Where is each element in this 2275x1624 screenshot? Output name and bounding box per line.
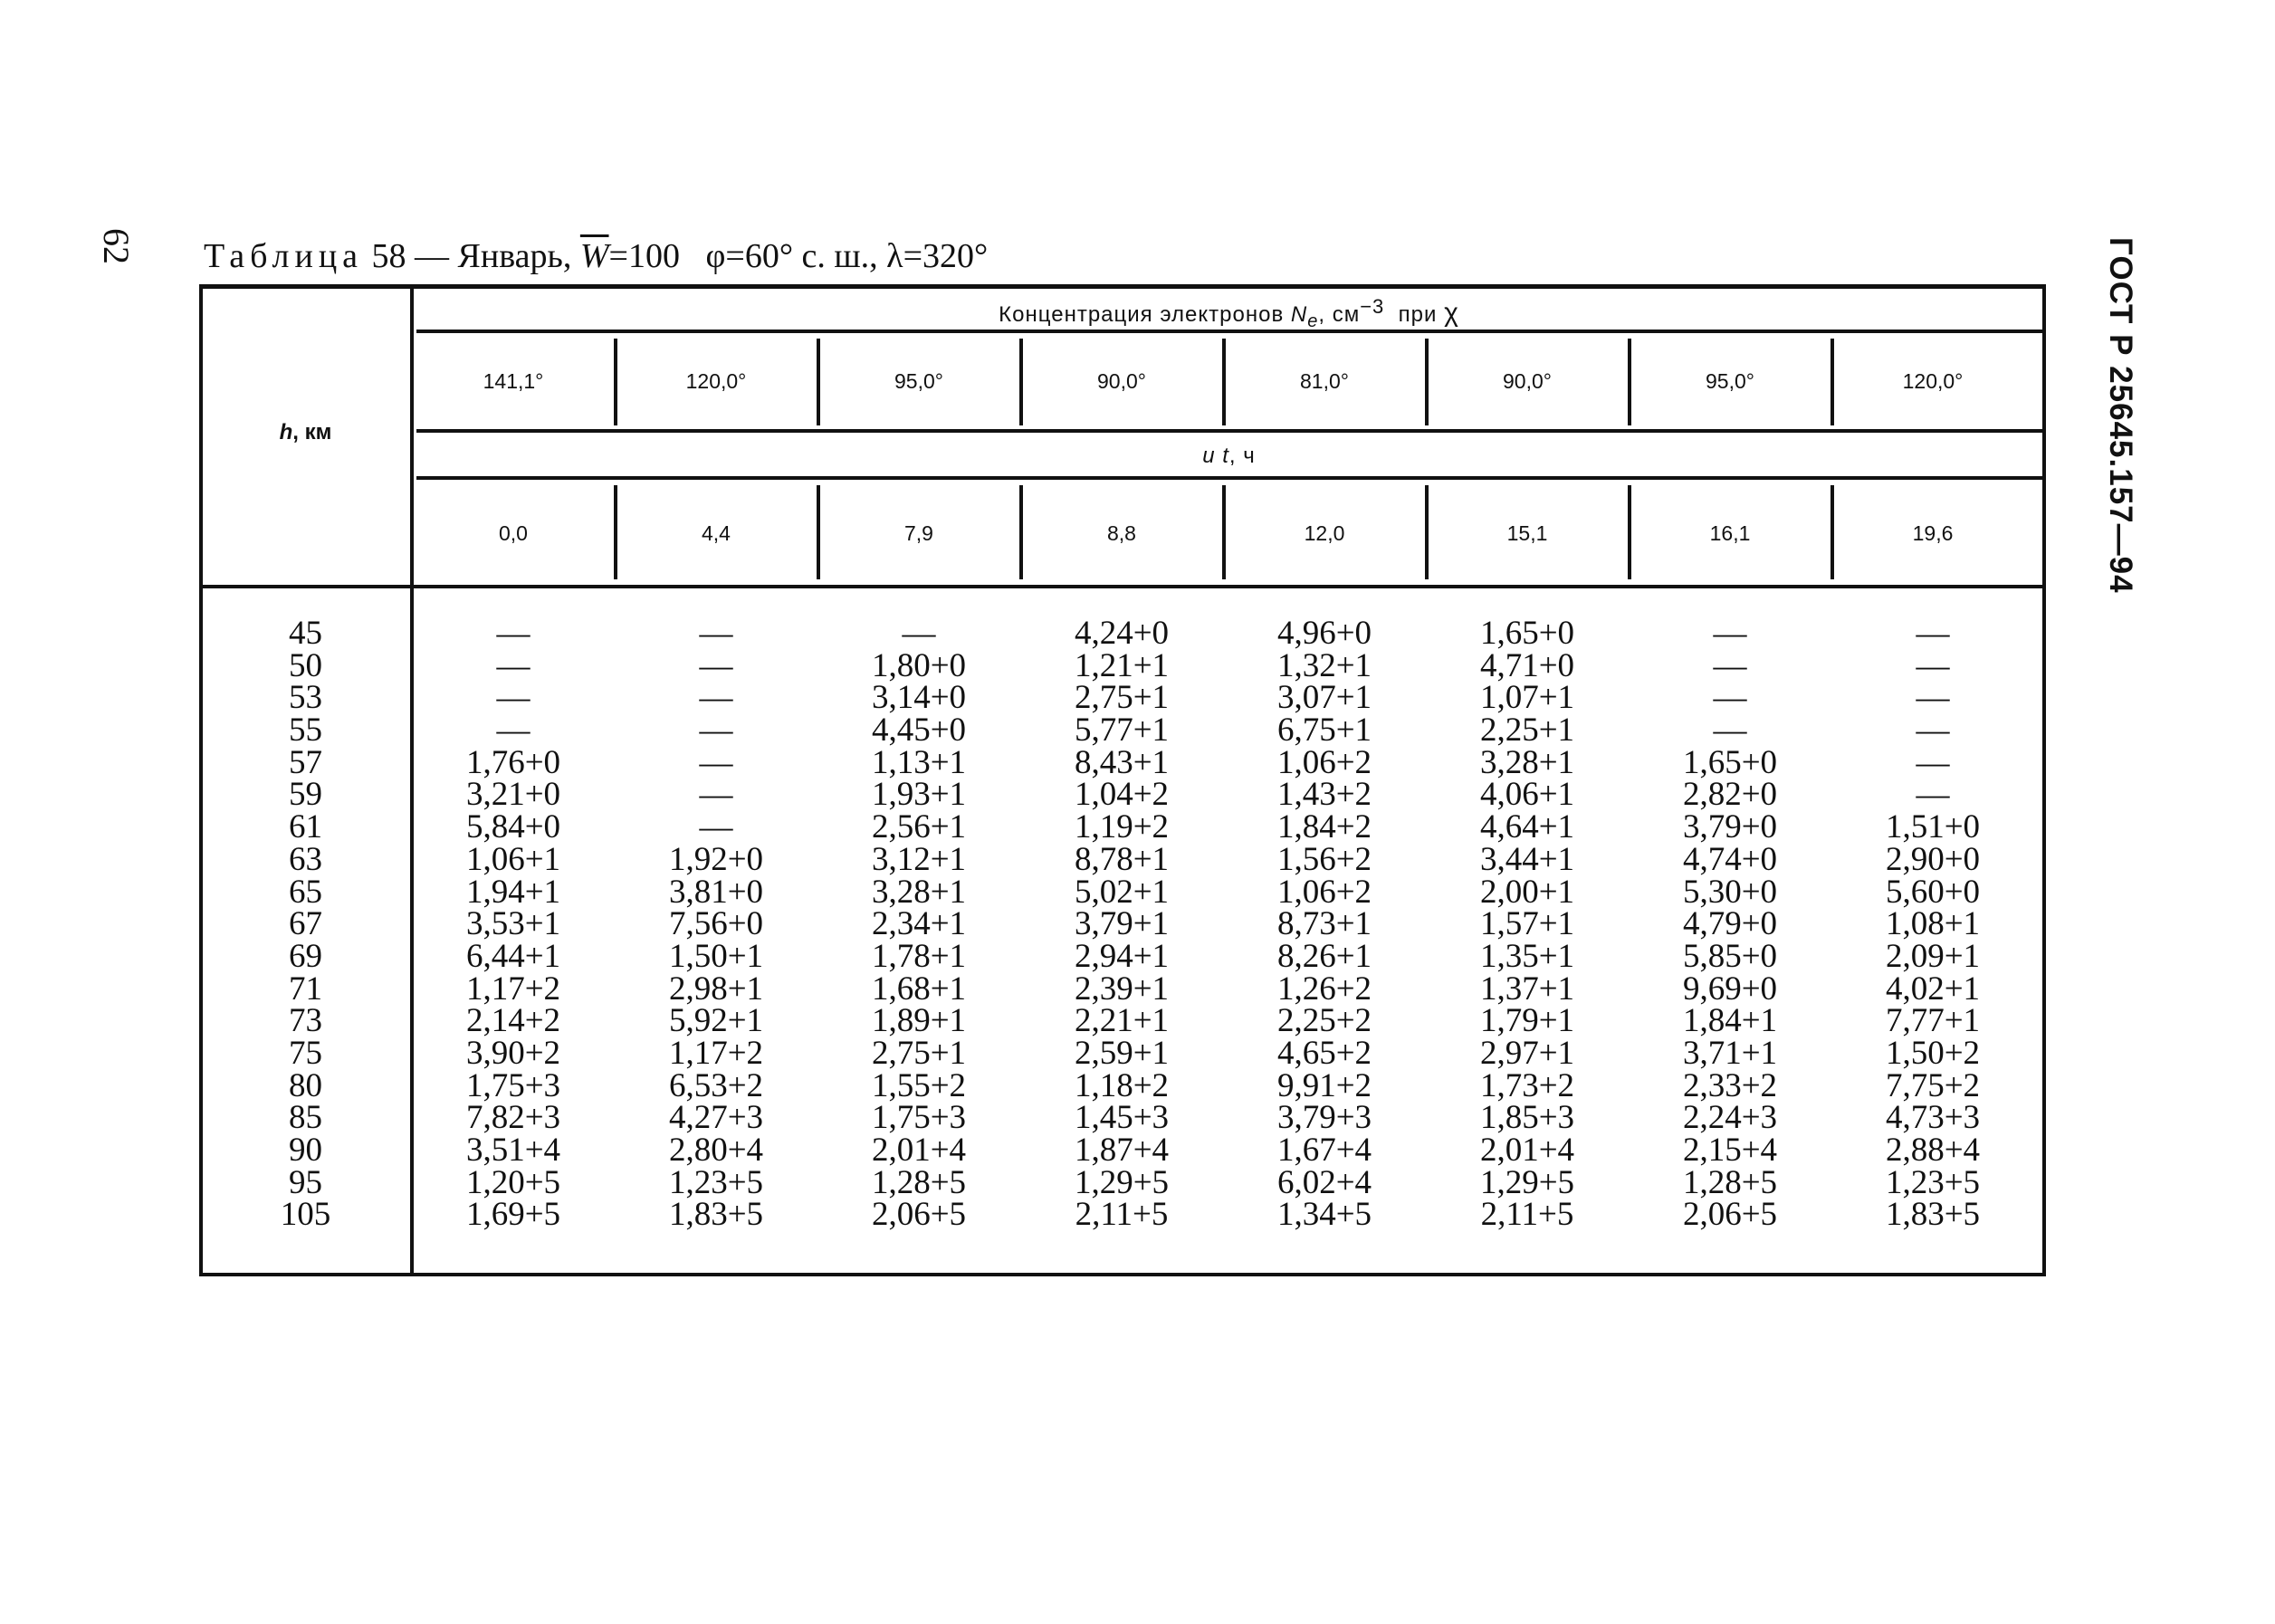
concentration-value: 1,23+5 [1885, 1163, 1981, 1201]
caption-lambda: λ=320° [886, 237, 989, 275]
table-bottom-rule [199, 1273, 2046, 1276]
concentration-value: 5,60+0 [1885, 873, 1981, 911]
rule-below-chi [416, 429, 2046, 433]
concentration-value: 1,92+0 [668, 840, 764, 878]
concentration-value: 2,25+1 [1479, 712, 1575, 750]
concentration-value: 2,06+5 [871, 1196, 967, 1234]
concentration-value: — [699, 646, 733, 684]
concentration-value: 1,83+5 [668, 1196, 764, 1234]
concentration-value: — [1713, 679, 1747, 717]
concentration-value: 1,65+0 [1479, 615, 1575, 652]
concentration-value: 1,75+3 [871, 1099, 967, 1137]
t-value: 15,1 [1506, 521, 1548, 545]
concentration-value: 1,37+1 [1479, 970, 1575, 1008]
caption-number: 58 [371, 237, 406, 275]
concentration-value: 2,14+2 [465, 1002, 561, 1040]
chi-value: 81,0° [1300, 369, 1349, 393]
concentration-value: — [496, 712, 531, 750]
concentration-value: 7,75+2 [1885, 1066, 1981, 1104]
concentration-value: — [496, 646, 531, 684]
concentration-column [412, 615, 615, 1234]
concentration-column [1020, 615, 1223, 1234]
concentration-value: 4,64+1 [1479, 808, 1575, 846]
concentration-value: 1,35+1 [1479, 937, 1575, 975]
concentration-value: 2,15+4 [1682, 1132, 1778, 1169]
concentration-value: 2,80+4 [668, 1132, 764, 1169]
height-value: 95 [289, 1163, 322, 1201]
concentration-column [615, 615, 817, 1234]
concentration-value: 1,13+1 [871, 743, 967, 781]
t-value: 12,0 [1304, 521, 1345, 545]
height-values-column [199, 615, 412, 1234]
caption-month: Январь, [457, 237, 572, 275]
concentration-value: 2,56+1 [871, 808, 967, 846]
concentration-value: 1,29+5 [1479, 1163, 1575, 1201]
concentration-value: 1,04+2 [1074, 776, 1170, 814]
caption-phi: φ=60° с. ш., [705, 237, 878, 275]
concentration-value: 5,92+1 [668, 1002, 764, 1040]
ne-subscript: e [1307, 310, 1319, 331]
concentration-value: — [699, 743, 733, 781]
concentration-value: 3,79+1 [1074, 905, 1170, 943]
concentration-value: 4,79+0 [1682, 905, 1778, 943]
height-value: 61 [289, 808, 322, 846]
concentration-value: 2,88+4 [1885, 1132, 1981, 1169]
concentration-value: 3,14+0 [871, 679, 967, 717]
concentration-value: 4,74+0 [1682, 840, 1778, 878]
document-code: ГОСТ Р 25645.157—94 [2103, 237, 2138, 594]
height-value: 45 [289, 615, 322, 652]
concentration-value: 7,82+3 [465, 1099, 561, 1137]
concentration-value: 1,84+1 [1682, 1002, 1778, 1040]
caption-w-symbol: $\overline{W}$ [579, 237, 609, 275]
concentration-header [412, 295, 2046, 332]
concentration-value: 1,57+1 [1479, 905, 1575, 943]
concentration-value: 2,33+2 [1682, 1066, 1778, 1104]
concentration-value: 3,28+1 [871, 873, 967, 911]
concentration-value: 1,87+4 [1074, 1132, 1170, 1169]
t-value: 8,8 [1107, 521, 1136, 545]
concentration-value: 2,39+1 [1074, 970, 1170, 1008]
height-value: 53 [289, 679, 322, 717]
time-symbol: t [1222, 444, 1229, 468]
concentration-value: 1,50+1 [668, 937, 764, 975]
concentration-value: 6,53+2 [668, 1066, 764, 1104]
concentration-value: 1,84+2 [1276, 808, 1372, 846]
concentration-value: 4,02+1 [1885, 970, 1981, 1008]
height-value: 80 [289, 1066, 322, 1104]
concentration-value: 4,45+0 [871, 712, 967, 750]
concentration-value: 2,00+1 [1479, 873, 1575, 911]
concentration-value: 1,18+2 [1074, 1066, 1170, 1104]
caption-prefix: Таблица [204, 237, 364, 275]
concentration-value: — [496, 679, 531, 717]
concentration-value: 5,02+1 [1074, 873, 1170, 911]
concentration-value: 2,97+1 [1479, 1034, 1575, 1072]
concentration-value: 3,81+0 [668, 873, 764, 911]
height-value: 65 [289, 873, 322, 911]
caption-w-value: =100 [608, 237, 680, 275]
t-value: 7,9 [904, 521, 933, 545]
height-value: 90 [289, 1132, 322, 1169]
concentration-value: — [699, 712, 733, 750]
concentration-value: 1,06+1 [465, 840, 561, 878]
concentration-value: 2,90+0 [1885, 840, 1981, 878]
concentration-column [817, 615, 1020, 1234]
concentration-value: 8,78+1 [1074, 840, 1170, 878]
caption-dash: — [415, 237, 450, 275]
chi-symbol: χ [1444, 298, 1459, 328]
data-table [199, 284, 2046, 1276]
concentration-value: 3,21+0 [465, 776, 561, 814]
concentration-value: 1,28+5 [1682, 1163, 1778, 1201]
concentration-value: 1,06+2 [1276, 743, 1372, 781]
concentration-value: 2,06+5 [1682, 1196, 1778, 1234]
height-value: 75 [289, 1034, 322, 1072]
t-value: 16,1 [1709, 521, 1751, 545]
concentration-value: 1,73+2 [1479, 1066, 1575, 1104]
concentration-value: — [1916, 615, 1950, 652]
concentration-value: 1,43+2 [1276, 776, 1372, 814]
concentration-value: 2,11+5 [1075, 1196, 1169, 1234]
concentration-value: 3,51+4 [465, 1132, 561, 1169]
concentration-value: 5,85+0 [1682, 937, 1778, 975]
chi-value: 141,1° [483, 369, 544, 393]
concentration-value: — [699, 776, 733, 814]
concentration-column [1426, 615, 1629, 1234]
concentration-value: 2,59+1 [1074, 1034, 1170, 1072]
height-value: 55 [289, 712, 322, 750]
height-value: 105 [280, 1196, 331, 1234]
chi-value: 120,0° [685, 369, 747, 393]
concentration-value: 1,68+1 [871, 970, 967, 1008]
concentration-value: — [1916, 776, 1950, 814]
concentration-value: 1,23+5 [668, 1163, 764, 1201]
time-prefix: и [1202, 444, 1216, 468]
concentration-value: 2,75+1 [1074, 679, 1170, 717]
t-value: 19,6 [1912, 521, 1954, 545]
concentration-column [1223, 615, 1426, 1234]
concentration-value: 3,79+0 [1682, 808, 1778, 846]
concentration-value: 2,25+2 [1276, 1002, 1372, 1040]
concentration-value: 1,93+1 [871, 776, 967, 814]
concentration-value: 3,79+3 [1276, 1099, 1372, 1137]
concentration-value: — [1916, 712, 1950, 750]
concentration-value: 2,21+1 [1074, 1002, 1170, 1040]
height-unit: , км [292, 420, 332, 444]
concentration-value: 4,71+0 [1479, 646, 1575, 684]
concentration-value: 4,96+0 [1276, 615, 1372, 652]
concentration-value: 5,77+1 [1074, 712, 1170, 750]
concentration-value: 6,44+1 [465, 937, 561, 975]
height-value: 73 [289, 1002, 322, 1040]
page-number: 62 [96, 228, 137, 264]
concentration-value: 1,32+1 [1276, 646, 1372, 684]
concentration-value: — [902, 615, 936, 652]
unit-label: , см [1318, 302, 1361, 327]
chi-value: 95,0° [894, 369, 943, 393]
concentration-value: 1,89+1 [871, 1002, 967, 1040]
concentration-value: 2,09+1 [1885, 937, 1981, 975]
concentration-value: — [699, 679, 733, 717]
concentration-value: 8,26+1 [1276, 937, 1372, 975]
chi-value: 120,0° [1902, 369, 1964, 393]
concentration-value: 1,08+1 [1885, 905, 1981, 943]
concentration-value: 3,44+1 [1479, 840, 1575, 878]
t-value: 4,4 [702, 521, 731, 545]
concentration-value: 3,71+1 [1682, 1034, 1778, 1072]
concentration-value: 3,53+1 [465, 905, 561, 943]
concentration-value: 1,17+2 [465, 970, 561, 1008]
concentration-value: 2,11+5 [1480, 1196, 1574, 1234]
concentration-value: 8,43+1 [1074, 743, 1170, 781]
concentration-value: — [699, 808, 733, 846]
concentration-value: — [1713, 712, 1747, 750]
concentration-value: 3,12+1 [871, 840, 967, 878]
concentration-value: — [1713, 646, 1747, 684]
time-header [412, 444, 2046, 469]
concentration-value: 1,17+2 [668, 1034, 764, 1072]
concentration-value: 2,75+1 [871, 1034, 967, 1072]
concentration-value: 1,79+1 [1479, 1002, 1575, 1040]
concentration-value: 6,02+4 [1276, 1163, 1372, 1201]
concentration-value: 1,85+3 [1479, 1099, 1575, 1137]
height-column-header [199, 420, 412, 445]
ne-symbol: N [1290, 302, 1308, 327]
concentration-value: 1,75+3 [465, 1066, 561, 1104]
concentration-value: 1,21+1 [1074, 646, 1170, 684]
concentration-value: 6,75+1 [1276, 712, 1372, 750]
chi-value: 95,0° [1706, 369, 1754, 393]
concentration-value: 5,30+0 [1682, 873, 1778, 911]
concentration-value: 2,01+4 [1479, 1132, 1575, 1169]
concentration-value: 8,73+1 [1276, 905, 1372, 943]
concentration-value: 2,94+1 [1074, 937, 1170, 975]
height-value: 69 [289, 937, 322, 975]
concentration-label: Концентрация электронов [999, 302, 1285, 327]
table-caption [204, 234, 988, 279]
concentration-value: 1,65+0 [1682, 743, 1778, 781]
concentration-value: 9,69+0 [1682, 970, 1778, 1008]
concentration-value: — [1916, 743, 1950, 781]
concentration-value: — [699, 615, 733, 652]
concentration-value: 2,01+4 [871, 1132, 967, 1169]
height-value: 50 [289, 646, 322, 684]
concentration-value: — [1916, 679, 1950, 717]
concentration-value: 1,56+2 [1276, 840, 1372, 878]
concentration-value: 2,98+1 [668, 970, 764, 1008]
height-value: 63 [289, 840, 322, 878]
table-header-rule [199, 585, 2046, 588]
height-symbol: h [279, 420, 293, 444]
concentration-value: 2,82+0 [1682, 776, 1778, 814]
concentration-value: 3,28+1 [1479, 743, 1575, 781]
concentration-value: 1,26+2 [1276, 970, 1372, 1008]
chi-value: 90,0° [1097, 369, 1146, 393]
concentration-value: 1,94+1 [465, 873, 561, 911]
concentration-value: 1,34+5 [1276, 1196, 1372, 1234]
concentration-value: 1,29+5 [1074, 1163, 1170, 1201]
height-value: 71 [289, 970, 322, 1008]
rule-below-time-label [416, 476, 2046, 480]
concentration-value: 4,06+1 [1479, 776, 1575, 814]
concentration-value: 1,67+4 [1276, 1132, 1372, 1169]
concentration-value: 1,80+0 [871, 646, 967, 684]
concentration-column [1629, 615, 1831, 1234]
table-right-rule [2042, 284, 2046, 1276]
height-value: 57 [289, 743, 322, 781]
concentration-value: 1,50+2 [1885, 1034, 1981, 1072]
concentration-value: 1,28+5 [871, 1163, 967, 1201]
concentration-value: 1,20+5 [465, 1163, 561, 1201]
time-unit: , ч [1228, 444, 1256, 468]
concentration-value: 5,84+0 [465, 808, 561, 846]
height-value: 85 [289, 1099, 322, 1137]
concentration-value: 1,45+3 [1074, 1099, 1170, 1137]
concentration-value: 4,73+3 [1885, 1099, 1981, 1137]
concentration-value: — [1916, 646, 1950, 684]
concentration-value: 3,07+1 [1276, 679, 1372, 717]
concentration-value: 2,34+1 [871, 905, 967, 943]
concentration-value: 3,90+2 [465, 1034, 561, 1072]
concentration-value: — [496, 615, 531, 652]
concentration-value: 7,56+0 [668, 905, 764, 943]
concentration-value: 4,65+2 [1276, 1034, 1372, 1072]
concentration-value: — [1713, 615, 1747, 652]
concentration-column [1831, 615, 2034, 1234]
concentration-value: 1,76+0 [465, 743, 561, 781]
concentration-value: 1,69+5 [465, 1196, 561, 1234]
chi-value: 90,0° [1503, 369, 1552, 393]
concentration-value: 1,06+2 [1276, 873, 1372, 911]
concentration-value: 1,19+2 [1074, 808, 1170, 846]
concentration-value: 4,27+3 [668, 1099, 764, 1137]
at-label: при [1398, 302, 1438, 327]
concentration-value: 1,78+1 [871, 937, 967, 975]
concentration-value: 2,24+3 [1682, 1099, 1778, 1137]
concentration-value: 1,55+2 [871, 1066, 967, 1104]
concentration-value: 9,91+2 [1276, 1066, 1372, 1104]
unit-exponent: −3 [1360, 295, 1385, 318]
height-value: 59 [289, 776, 322, 814]
concentration-value: 1,51+0 [1885, 808, 1981, 846]
concentration-value: 7,77+1 [1885, 1002, 1981, 1040]
concentration-value: 4,24+0 [1074, 615, 1170, 652]
height-value: 67 [289, 905, 322, 943]
concentration-value: 1,83+5 [1885, 1196, 1981, 1234]
concentration-value: 1,07+1 [1479, 679, 1575, 717]
t-value: 0,0 [499, 521, 528, 545]
table-top-rule [199, 284, 2046, 289]
